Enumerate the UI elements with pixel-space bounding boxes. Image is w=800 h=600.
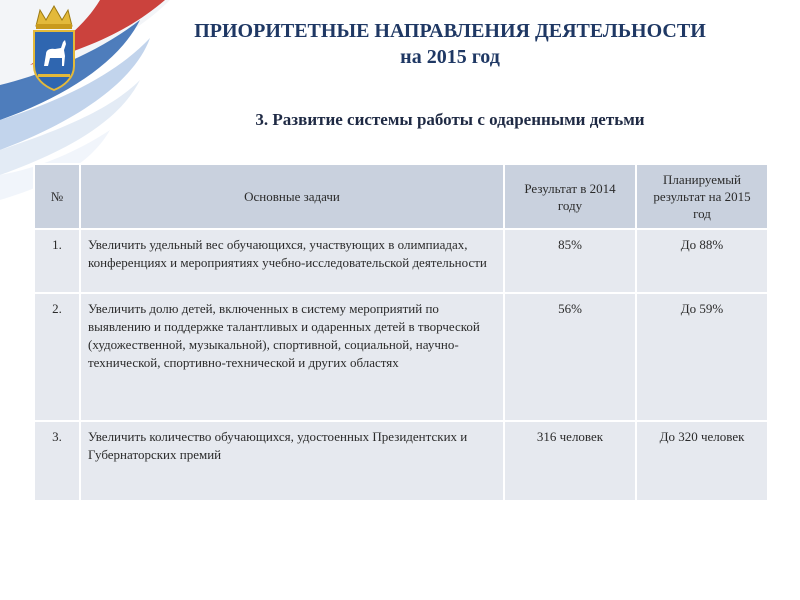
page-title	[150, 18, 750, 70]
row-result-2014: 56%	[504, 293, 636, 421]
samara-coat-of-arms-icon	[28, 4, 80, 92]
table-row	[34, 229, 768, 293]
header-plan-2015: Планируемый результат на 2015 год	[636, 164, 768, 229]
title-line-2: на 2015 год	[400, 46, 500, 68]
table-row	[34, 293, 768, 421]
row-task: Увеличить количество обучающихся, удостоенных Президентских и Губернаторских премий	[80, 421, 504, 501]
row-result-2014: 85%	[504, 229, 636, 293]
table-header-row	[34, 164, 768, 229]
row-plan-2015: До 320 человек	[636, 421, 768, 501]
table-row	[34, 421, 768, 501]
row-number: 3.	[34, 421, 80, 501]
row-task: Увеличить долю детей, включенных в систему мероприятий по выявлению и поддержке талантливых и одаренных детей в творческой (художественной, музыкальной), спортивной, социальной, научно-технической, спортивно-технической и других областях	[80, 293, 504, 421]
header-number: №	[34, 164, 80, 229]
row-number: 2.	[34, 293, 80, 421]
header-result-2014: Результат в 2014 году	[504, 164, 636, 229]
row-number: 1.	[34, 229, 80, 293]
section-subtitle: 3. Развитие системы работы с одаренными детьми	[255, 110, 645, 129]
tasks-table	[33, 163, 769, 502]
row-task: Увеличить удельный вес обучающихся, участвующих в олимпиадах, конференциях и мероприятиях учебно-исследовательской деятельности	[80, 229, 504, 293]
header-tasks: Основные задачи	[80, 164, 504, 229]
row-plan-2015: До 88%	[636, 229, 768, 293]
row-plan-2015: До 59%	[636, 293, 768, 421]
title-line-1: ПРИОРИТЕТНЫЕ НАПРАВЛЕНИЯ ДЕЯТЕЛЬНОСТИ	[194, 20, 706, 42]
row-result-2014: 316 человек	[504, 421, 636, 501]
